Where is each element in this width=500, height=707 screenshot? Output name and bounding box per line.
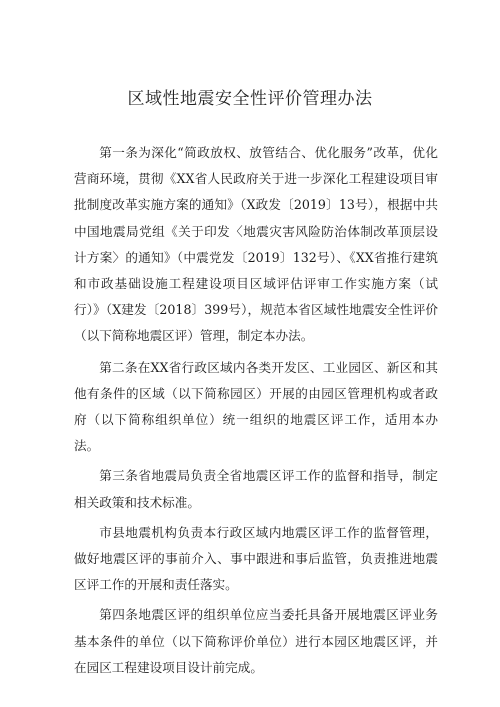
paragraph-article-1: 第一条为深化“简政放权、放管结合、优化服务”改革，优化营商环境，贯彻《XX省人民政府关于进一步深化工程建设项目审批制度改革实施方案的通知》（X政发〔2019〕13号），根据中共中国地震局党组《关于印发〈地震灾害风险防治体制改革顶层设计方案〉的通知》（中震党发〔2019〕132号）、《XX省推行建筑和市政基础设施工程建设项目区域评估评审工作实施方案（试行）》（X建发〔2018〕399号），规范本省区域性地震安全性评价（以下简称地震区评）管理，制定本办法。 xyxy=(74,145,438,344)
paragraph-article-3: 第三条省地震局负责全省地震区评工作的监督和指导，制定相关政策和技术标准。 xyxy=(74,468,438,510)
document-title: 区域性地震安全性评价管理办法 xyxy=(127,89,373,109)
document-body xyxy=(74,140,438,685)
paragraph-municipal-duties: 市县地震机构负责本行政区域内地震区评工作的监督管理，做好地震区评的事前介入、事中跟进和事后监管，负责推进地震区评工作的开展和责任落实。 xyxy=(74,524,438,593)
paragraph-article-4: 第四条地震区评的组织单位应当委托具备开展地震区评业务基本条件的单位（以下简称评价单位）进行本园区地震区评，并在园区工程建设项目设计前完成。 xyxy=(74,607,438,675)
paragraph-article-2: 第二条在XX省行政区域内各类开发区、工业园区、新区和其他有条件的区域（以下简称园区）开展的由园区管理机构或者政府（以下简称组织单位）统一组织的地震区评工作，适用本办法。 xyxy=(74,359,438,454)
